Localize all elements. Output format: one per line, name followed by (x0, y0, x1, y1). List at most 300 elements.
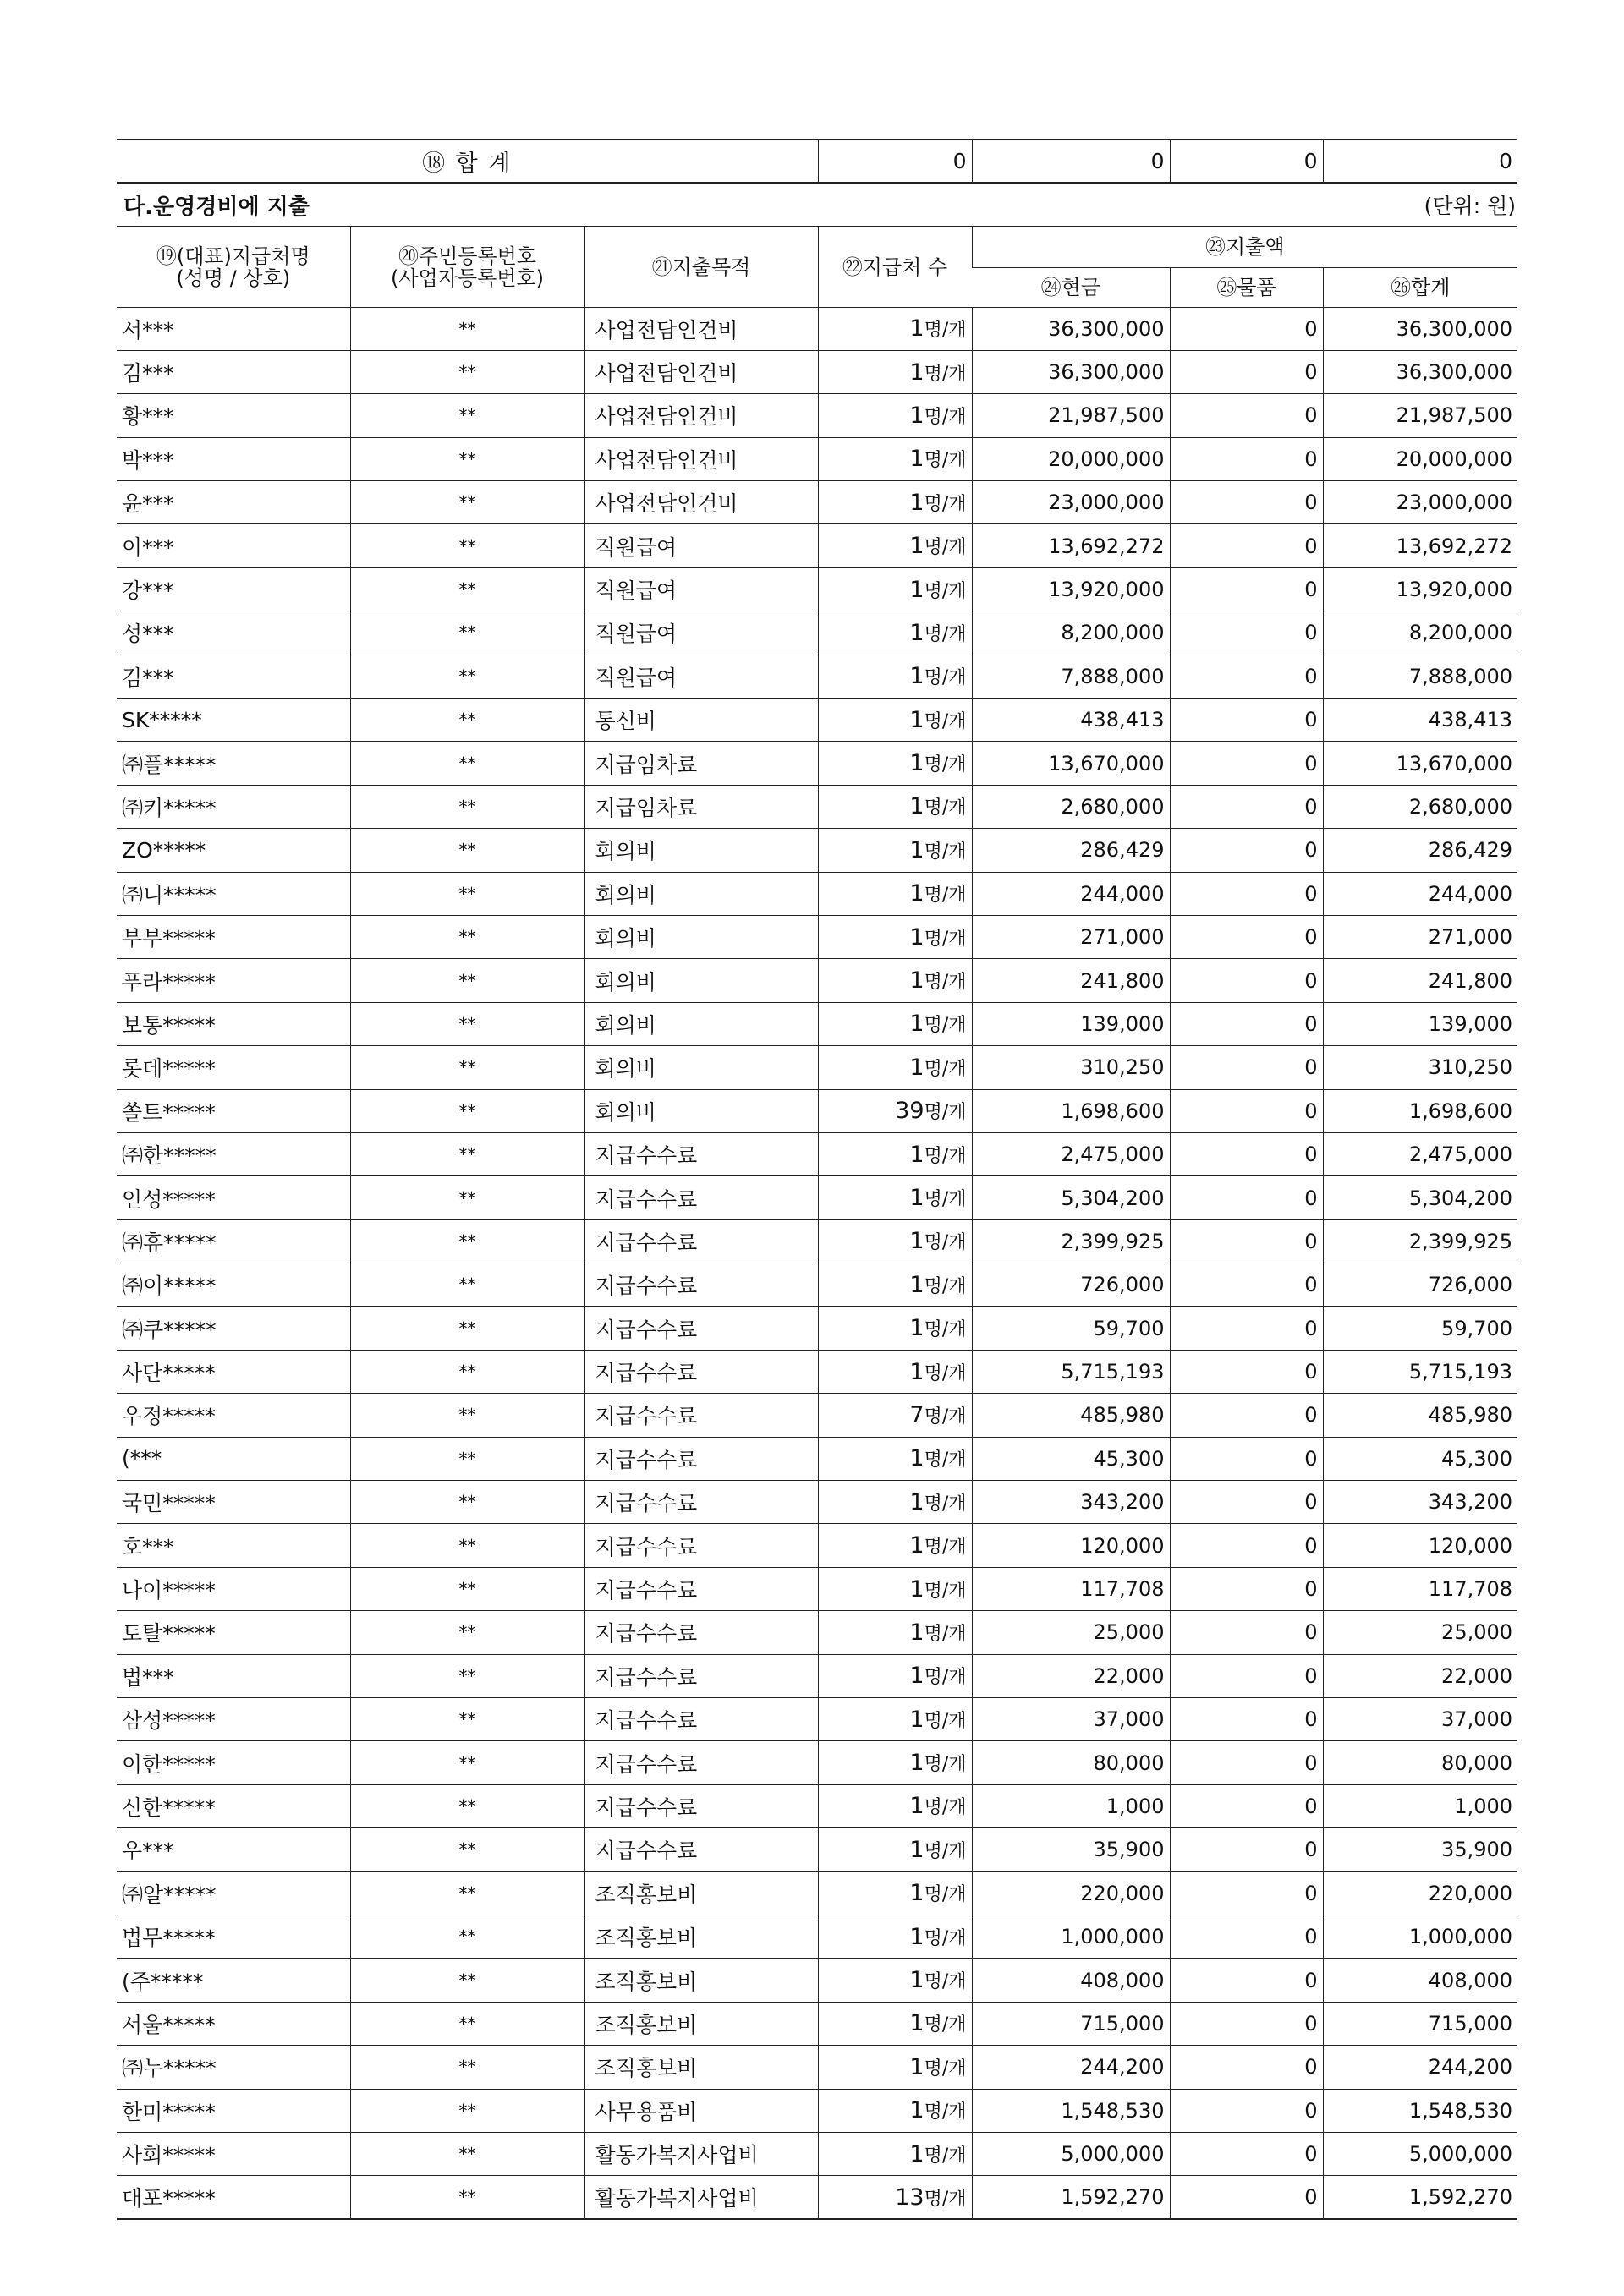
table-row (117, 655, 1517, 698)
payee-count-unit: 명/개 (924, 1927, 967, 1949)
goods-amount: 0 (1170, 1654, 1323, 1697)
payee-count (818, 524, 972, 567)
cash-amount: 13,670,000 (972, 742, 1170, 785)
registration-number: ** (350, 1219, 584, 1263)
payee-name: 성*** (117, 611, 350, 655)
registration-number: ** (350, 1698, 584, 1741)
payee-count-unit: 명/개 (924, 841, 967, 863)
payee-name: ㈜이***** (117, 1263, 350, 1307)
table-row (117, 2132, 1517, 2175)
payee-count-number: 1 (909, 1619, 924, 1646)
table-row (117, 567, 1517, 611)
table-row (117, 959, 1517, 1002)
payee-count (818, 915, 972, 958)
registration-number: ** (350, 1915, 584, 1958)
payee-name: 우*** (117, 1828, 350, 1871)
table-row (117, 611, 1517, 655)
cash-amount: 35,900 (972, 1828, 1170, 1871)
expense-purpose: 사업전담인건비 (584, 350, 818, 393)
cash-amount: 13,692,272 (972, 524, 1170, 567)
expense-purpose: 회의비 (584, 1046, 818, 1089)
goods-amount: 0 (1170, 1784, 1323, 1827)
payee-count (818, 1828, 972, 1871)
cash-amount: 13,920,000 (972, 567, 1170, 611)
goods-amount: 0 (1170, 1611, 1323, 1654)
payee-name: 윤*** (117, 481, 350, 524)
header-id (350, 227, 584, 307)
expense-purpose: 조직홍보비 (584, 1871, 818, 1915)
cash-amount: 22,000 (972, 1654, 1170, 1697)
payee-count-number: 1 (909, 923, 924, 951)
expense-purpose: 직원급여 (584, 567, 818, 611)
total-amount: 59,700 (1323, 1307, 1517, 1350)
total-amount: 241,800 (1323, 959, 1517, 1002)
payee-count-number: 39 (895, 1098, 924, 1125)
payee-count-unit: 명/개 (924, 710, 967, 732)
goods-amount: 0 (1170, 915, 1323, 958)
payee-name: (*** (117, 1437, 350, 1480)
payee-name: 이*** (117, 524, 350, 567)
payee-name: 법*** (117, 1654, 350, 1697)
payee-count-number: 13 (895, 2184, 924, 2211)
goods-amount: 0 (1170, 481, 1323, 524)
payee-count-unit: 명/개 (924, 1537, 967, 1559)
total-amount: 13,920,000 (1323, 567, 1517, 611)
payee-count-number: 1 (909, 489, 924, 516)
payee-count-unit: 명/개 (924, 450, 967, 472)
registration-number: ** (350, 829, 584, 872)
registration-number: ** (350, 1176, 584, 1219)
expense-purpose: 지급수수료 (584, 1481, 818, 1524)
cash-amount: 2,399,925 (972, 1219, 1170, 1263)
payee-name: ㈜휴***** (117, 1219, 350, 1263)
goods-amount: 0 (1170, 1307, 1323, 1350)
expense-rows (117, 307, 1517, 2219)
header-payee-line2: (성명 / 상호) (176, 266, 291, 290)
totals-goods: 0 (1170, 140, 1323, 183)
goods-amount: 0 (1170, 2176, 1323, 2219)
registration-number: ** (350, 611, 584, 655)
payee-count (818, 959, 972, 1002)
goods-amount: 0 (1170, 611, 1323, 655)
goods-amount: 0 (1170, 307, 1323, 350)
registration-number: ** (350, 1263, 584, 1307)
expense-purpose: 사업전담인건비 (584, 394, 818, 437)
table-row (117, 481, 1517, 524)
payee-name: SK***** (117, 699, 350, 742)
goods-amount: 0 (1170, 350, 1323, 393)
table-row (117, 350, 1517, 393)
payee-count-number: 1 (909, 359, 924, 386)
table-row (117, 2046, 1517, 2089)
expense-purpose: 회의비 (584, 872, 818, 915)
expense-purpose: 지급수수료 (584, 1828, 818, 1871)
payee-count-unit: 명/개 (924, 1754, 967, 1776)
cash-amount: 80,000 (972, 1741, 1170, 1784)
payee-count-unit: 명/개 (924, 1058, 967, 1080)
total-amount: 343,200 (1323, 1481, 1517, 1524)
table-row (117, 1350, 1517, 1393)
cash-amount: 2,680,000 (972, 785, 1170, 828)
cash-amount: 286,429 (972, 829, 1170, 872)
cash-amount: 5,000,000 (972, 2132, 1170, 2175)
goods-amount: 0 (1170, 1263, 1323, 1307)
payee-count (818, 1611, 972, 1654)
header-cash: ㉔현금 (972, 267, 1170, 307)
payee-count-number: 1 (909, 533, 924, 560)
header-payee (117, 227, 350, 307)
cash-amount: 2,475,000 (972, 1132, 1170, 1175)
table-row (117, 1611, 1517, 1654)
payee-count-unit: 명/개 (924, 1667, 967, 1689)
cash-amount: 7,888,000 (972, 655, 1170, 698)
payee-count-number: 1 (909, 1880, 924, 1907)
registration-number: ** (350, 1654, 584, 1697)
payee-count-number: 1 (909, 1967, 924, 1994)
cash-amount: 59,700 (972, 1307, 1170, 1350)
expense-purpose: 직원급여 (584, 655, 818, 698)
payee-count (818, 1089, 972, 1132)
payee-name: ㈜니***** (117, 872, 350, 915)
expense-purpose: 지급수수료 (584, 1350, 818, 1393)
total-amount: 117,708 (1323, 1567, 1517, 1610)
table-row (117, 1741, 1517, 1784)
goods-amount: 0 (1170, 1524, 1323, 1567)
header-id-line1: ⑳주민등록번호 (398, 244, 537, 268)
total-amount: 8,200,000 (1323, 611, 1517, 655)
payee-name: 푸라***** (117, 959, 350, 1002)
table-row (117, 2002, 1517, 2045)
cash-amount: 21,987,500 (972, 394, 1170, 437)
payee-name: ㈜알***** (117, 1871, 350, 1915)
cash-amount: 1,548,530 (972, 2089, 1170, 2132)
total-amount: 36,300,000 (1323, 307, 1517, 350)
total-amount: 5,715,193 (1323, 1350, 1517, 1393)
goods-amount: 0 (1170, 1959, 1323, 2002)
cash-amount: 36,300,000 (972, 350, 1170, 393)
payee-name: ZO***** (117, 829, 350, 872)
table-row (117, 1654, 1517, 1697)
payee-count (818, 1481, 972, 1524)
registration-number: ** (350, 1437, 584, 1480)
total-amount: 5,000,000 (1323, 2132, 1517, 2175)
total-amount: 1,548,530 (1323, 2089, 1517, 2132)
payee-name: 사단***** (117, 1350, 350, 1393)
payee-name: 호*** (117, 1524, 350, 1567)
payee-count-unit: 명/개 (924, 537, 967, 559)
goods-amount: 0 (1170, 2132, 1323, 2175)
payee-count-number: 1 (909, 793, 924, 820)
registration-number: ** (350, 1524, 584, 1567)
payee-count-number: 1 (909, 446, 924, 473)
payee-count-number: 1 (909, 1271, 924, 1298)
cash-amount: 310,250 (972, 1046, 1170, 1089)
payee-count-unit: 명/개 (924, 1580, 967, 1602)
payee-count-number: 1 (909, 1228, 924, 1255)
registration-number: ** (350, 2046, 584, 2089)
payee-count-number: 1 (909, 1011, 924, 1038)
payee-name: 김*** (117, 655, 350, 698)
payee-count (818, 1437, 972, 1480)
cash-amount: 1,592,270 (972, 2176, 1170, 2219)
goods-amount: 0 (1170, 1132, 1323, 1175)
payee-name: 법무***** (117, 1915, 350, 1958)
payee-count (818, 1307, 972, 1350)
table-row (117, 742, 1517, 785)
table-row (117, 1567, 1517, 1610)
payee-count-unit: 명/개 (924, 1232, 967, 1254)
total-amount: 726,000 (1323, 1263, 1517, 1307)
payee-count (818, 785, 972, 828)
payee-count-unit: 명/개 (924, 1797, 967, 1819)
registration-number: ** (350, 1828, 584, 1871)
expense-purpose: 지급수수료 (584, 1567, 818, 1610)
payee-count-unit: 명/개 (924, 363, 967, 385)
payee-count-unit: 명/개 (924, 972, 967, 994)
payee-count-unit: 명/개 (924, 2058, 967, 2080)
payee-count (818, 2176, 972, 2219)
payee-count-number: 1 (909, 1793, 924, 1820)
goods-amount: 0 (1170, 567, 1323, 611)
payee-count-unit: 명/개 (924, 406, 967, 428)
payee-name: 토탈***** (117, 1611, 350, 1654)
cash-amount: 117,708 (972, 1567, 1170, 1610)
payee-count-unit: 명/개 (924, 493, 967, 515)
cash-amount: 715,000 (972, 2002, 1170, 2045)
payee-count-unit: 명/개 (924, 1840, 967, 1862)
goods-amount: 0 (1170, 1741, 1323, 1784)
table-row (117, 1524, 1517, 1567)
payee-count (818, 1350, 972, 1393)
cash-amount: 726,000 (972, 1263, 1170, 1307)
registration-number: ** (350, 1089, 584, 1132)
payee-count-unit: 명/개 (924, 885, 967, 907)
payee-count (818, 655, 972, 698)
expense-purpose: 사업전담인건비 (584, 481, 818, 524)
expense-purpose: 직원급여 (584, 611, 818, 655)
payee-count-unit: 명/개 (924, 1015, 967, 1037)
payee-count-unit: 명/개 (924, 1406, 967, 1427)
cash-amount: 5,715,193 (972, 1350, 1170, 1393)
goods-amount: 0 (1170, 829, 1323, 872)
payee-count (818, 1654, 972, 1697)
total-amount: 271,000 (1323, 915, 1517, 958)
goods-amount: 0 (1170, 1002, 1323, 1045)
registration-number: ** (350, 915, 584, 958)
cash-amount: 244,200 (972, 2046, 1170, 2089)
expense-purpose: 지급수수료 (584, 1263, 818, 1307)
registration-number: ** (350, 1959, 584, 2002)
table-row (117, 2176, 1517, 2219)
cash-amount: 20,000,000 (972, 437, 1170, 480)
registration-number: ** (350, 437, 584, 480)
cash-amount: 343,200 (972, 1481, 1170, 1524)
payee-count-number: 1 (909, 1445, 924, 1472)
total-amount: 37,000 (1323, 1698, 1517, 1741)
payee-name: 부부***** (117, 915, 350, 958)
payee-name: 인성***** (117, 1176, 350, 1219)
payee-count (818, 2046, 972, 2089)
payee-count-unit: 명/개 (924, 2145, 967, 2167)
total-amount: 25,000 (1323, 1611, 1517, 1654)
cash-amount: 408,000 (972, 1959, 1170, 2002)
total-amount: 1,592,270 (1323, 2176, 1517, 2219)
table-row (117, 829, 1517, 872)
cash-amount: 25,000 (972, 1611, 1170, 1654)
expense-purpose: 지급임차료 (584, 742, 818, 785)
section-header (117, 184, 1517, 227)
payee-count-unit: 명/개 (924, 797, 967, 819)
payee-count-number: 1 (909, 1488, 924, 1515)
payee-name: 서울***** (117, 2002, 350, 2045)
total-amount: 2,475,000 (1323, 1132, 1517, 1175)
payee-count-unit: 명/개 (924, 1102, 967, 1124)
total-amount: 715,000 (1323, 2002, 1517, 2045)
expense-purpose: 회의비 (584, 829, 818, 872)
goods-amount: 0 (1170, 655, 1323, 698)
expense-table (117, 227, 1517, 2220)
table-row (117, 872, 1517, 915)
expense-purpose: 직원급여 (584, 524, 818, 567)
expense-purpose: 회의비 (584, 1002, 818, 1045)
goods-amount: 0 (1170, 1350, 1323, 1393)
payee-name: 대포***** (117, 2176, 350, 2219)
payee-count (818, 1959, 972, 2002)
goods-amount: 0 (1170, 872, 1323, 915)
table-row (117, 1219, 1517, 1263)
payee-count-number: 1 (909, 750, 924, 777)
registration-number: ** (350, 2132, 584, 2175)
cash-amount: 244,000 (972, 872, 1170, 915)
payee-count-number: 1 (909, 1923, 924, 1950)
header-purpose: ㉑지출목적 (584, 227, 818, 307)
total-amount: 23,000,000 (1323, 481, 1517, 524)
payee-name: ㈜플***** (117, 742, 350, 785)
payee-count-number: 1 (909, 1663, 924, 1690)
table-row (117, 1394, 1517, 1437)
payee-count-number: 7 (909, 1401, 924, 1428)
expense-purpose: 조직홍보비 (584, 1915, 818, 1958)
payee-count (818, 1698, 972, 1741)
goods-amount: 0 (1170, 1567, 1323, 1610)
table-row (117, 699, 1517, 742)
expense-purpose: 조직홍보비 (584, 2002, 818, 2045)
payee-count (818, 350, 972, 393)
payee-name: 롯데***** (117, 1046, 350, 1089)
header-total: ㉖합계 (1323, 267, 1517, 307)
payee-count-number: 1 (909, 619, 924, 646)
registration-number: ** (350, 307, 584, 350)
payee-count (818, 2089, 972, 2132)
expense-purpose: 지급수수료 (584, 1698, 818, 1741)
cash-amount: 438,413 (972, 699, 1170, 742)
registration-number: ** (350, 1046, 584, 1089)
table-row (117, 1002, 1517, 1045)
payee-count-number: 1 (909, 706, 924, 733)
goods-amount: 0 (1170, 699, 1323, 742)
payee-count-number: 1 (909, 1836, 924, 1863)
payee-count (818, 1394, 972, 1437)
payee-count-number: 1 (909, 315, 924, 342)
total-amount: 220,000 (1323, 1871, 1517, 1915)
goods-amount: 0 (1170, 2046, 1323, 2089)
payee-count (818, 829, 972, 872)
expense-purpose: 지급수수료 (584, 1654, 818, 1697)
expense-purpose: 활동가복지사업비 (584, 2132, 818, 2175)
expense-purpose: 통신비 (584, 699, 818, 742)
payee-count-number: 1 (909, 663, 924, 690)
payee-count (818, 1263, 972, 1307)
payee-count (818, 2002, 972, 2045)
total-amount: 438,413 (1323, 699, 1517, 742)
total-amount: 36,300,000 (1323, 350, 1517, 393)
goods-amount: 0 (1170, 1871, 1323, 1915)
registration-number: ** (350, 1611, 584, 1654)
payee-name: ㈜누***** (117, 2046, 350, 2089)
cash-amount: 23,000,000 (972, 481, 1170, 524)
cash-amount: 37,000 (972, 1698, 1170, 1741)
total-amount: 7,888,000 (1323, 655, 1517, 698)
expense-purpose: 회의비 (584, 959, 818, 1002)
payee-count-number: 1 (909, 880, 924, 907)
goods-amount: 0 (1170, 742, 1323, 785)
payee-count-unit: 명/개 (924, 1145, 967, 1167)
payee-name: 신한***** (117, 1784, 350, 1827)
payee-count (818, 1871, 972, 1915)
expense-purpose: 조직홍보비 (584, 2046, 818, 2089)
total-amount: 244,000 (1323, 872, 1517, 915)
totals-count: 0 (818, 140, 972, 183)
payee-count-unit: 명/개 (924, 1623, 967, 1645)
payee-count-unit: 명/개 (924, 1971, 967, 1993)
expense-purpose: 사업전담인건비 (584, 437, 818, 480)
payee-count-unit: 명/개 (924, 1710, 967, 1732)
table-row (117, 1307, 1517, 1350)
registration-number: ** (350, 1741, 584, 1784)
goods-amount: 0 (1170, 959, 1323, 1002)
payee-count-number: 1 (909, 1532, 924, 1559)
section-title: 다.운영경비에 지출 (123, 194, 310, 220)
expense-purpose: 회의비 (584, 915, 818, 958)
expense-purpose: 지급수수료 (584, 1307, 818, 1350)
payee-count (818, 437, 972, 480)
header-amount-group: ㉓지출액 (972, 227, 1517, 267)
totals-sum: 0 (1323, 140, 1517, 183)
table-row (117, 1915, 1517, 1958)
goods-amount: 0 (1170, 1828, 1323, 1871)
payee-count-number: 1 (909, 576, 924, 603)
goods-amount: 0 (1170, 2002, 1323, 2045)
payee-count-number: 1 (909, 1054, 924, 1081)
payee-count (818, 1219, 972, 1263)
payee-count (818, 1915, 972, 1958)
payee-count (818, 611, 972, 655)
total-amount: 2,399,925 (1323, 1219, 1517, 1263)
goods-amount: 0 (1170, 2089, 1323, 2132)
table-row (117, 1132, 1517, 1175)
payee-count (818, 394, 972, 437)
table-row (117, 915, 1517, 958)
table-row (117, 1176, 1517, 1219)
total-amount: 45,300 (1323, 1437, 1517, 1480)
payee-count-unit: 명/개 (924, 1189, 967, 1210)
payee-name: 서*** (117, 307, 350, 350)
payee-count (818, 1567, 972, 1610)
payee-count-number: 1 (909, 1185, 924, 1211)
totals-row (117, 140, 1517, 183)
table-row (117, 437, 1517, 480)
payee-name: 쏠트***** (117, 1089, 350, 1132)
